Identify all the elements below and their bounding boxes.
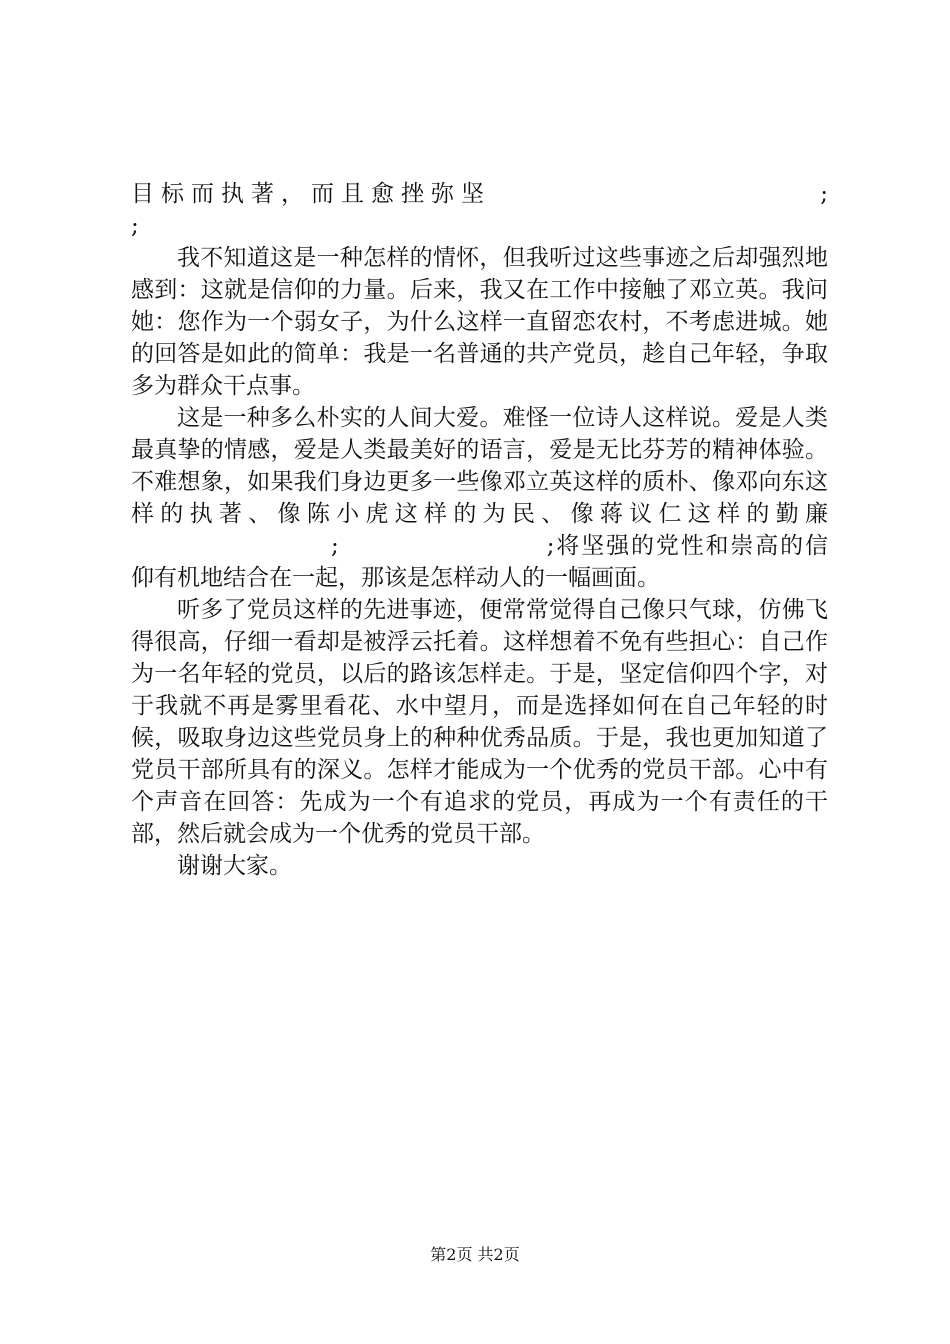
document-body: [131, 178, 828, 882]
paragraph-2-semicolon-2: ;将坚强: [546, 533, 631, 559]
paragraph-2-semicolon-1: ;: [331, 533, 339, 559]
paragraph-3: 听多了党员这样的先进事迹，便常常觉得自己像只气球，仿佛飞得很高，仔细一看却是被浮云托着。这样想着不免有些担心：自己作为一名年轻的党员，以后的路该怎样走。于是，坚定信仰四个字，对于我就不再是雾里看花、水中望月，而是选择如何在自己年轻的时候，吸取身边这些党员身上的种种优秀品质。于是，我也更加知道了党员干部所具有的深义。怎样才能成为一个优秀的党员干部。心中有个声音在回答：先成为一个有追求的党员，再成为一个有责任的干部，然后就会成为一个优秀的党员干部。: [131, 597, 828, 847]
paragraph-1: 我不知道这是一种怎样的情怀，但我听过这些事迹之后却强烈地感到：这就是信仰的力量。后来，我又在工作中接触了邓立英。我问她：您作为一个弱女子，为什么这样一直留恋农村，不考虑进城。她的回答是如此的简单：我是一名普通的共产党员，趁自己年轻，争取多为群众干点事。: [131, 245, 828, 399]
page-footer: 第2页 共2页: [430, 1245, 520, 1264]
first-line-semicolon: ;: [820, 181, 828, 207]
second-line-semicolon: ;: [131, 213, 139, 239]
first-line: [131, 178, 828, 210]
paragraph-2-text: 这是一种多么朴实的人间大爱。难怪一位诗人这样说。爱是人类最真挚的情感，爱是人类最美好的语言，爱是无比芬芳的精神体验。不难想象，如果我们身边更多一些像邓立英这样的质朴、像邓向东这样的执著、像陈小虎这样的为民、像蒋议仁这样的勤廉: [131, 405, 828, 527]
first-line-text: 目标而执著，而且愈挫弥坚: [131, 181, 491, 207]
paragraph-4: 谢谢大家。: [177, 853, 292, 879]
paragraph-2-tail: 的党性和崇高的信仰有机地结合在一起，那该是怎样动人的一幅画面。: [131, 533, 829, 591]
paragraph-2: [131, 402, 828, 594]
